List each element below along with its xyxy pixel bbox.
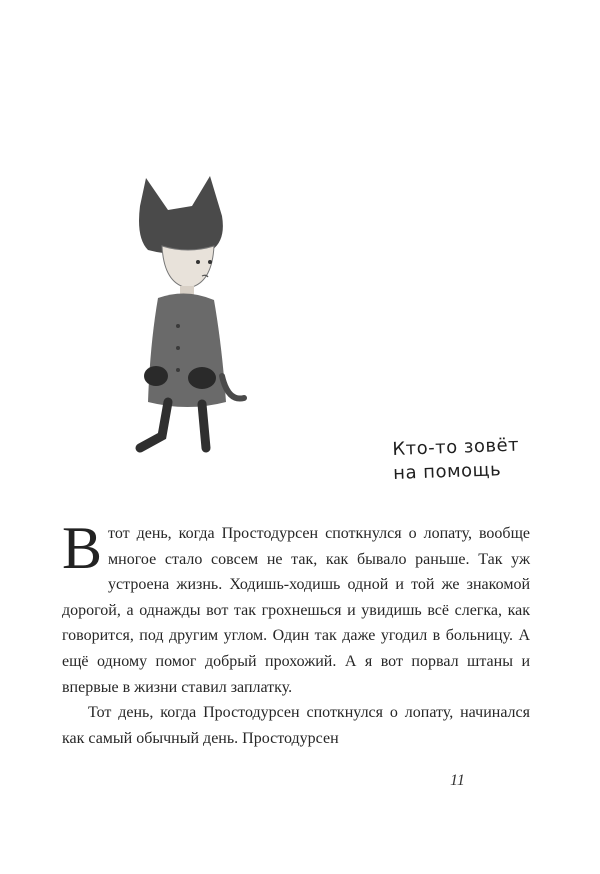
drop-cap: В <box>62 515 103 581</box>
chapter-title <box>392 433 534 486</box>
body-text <box>62 515 530 751</box>
paragraph-1 <box>62 515 530 700</box>
page-number: 11 <box>450 772 465 789</box>
chapter-title-line-2: на помощь <box>392 459 502 484</box>
chapter-title-line-1: Кто-то зовёт <box>392 434 520 460</box>
child-in-cat-ear-hat-icon <box>118 176 258 458</box>
paragraph-1-text: тот день, когда Простодурсен споткнулся о лопату, вообще многое стало совсем не так, как бывало раньше. Так уж устроена жизнь. Ходишь-ходишь одной и той же знакомой дорогой, а однажды вот так грохнешься и увидишь всё слегка, как говорится, под другим углом. Один так даже угодил в больницу. А ещё одному помог добрый прохожий. А я вот порвал штаны и впервые в жизни ставил заплатку. <box>62 525 530 696</box>
paragraph-2: Тот день, когда Простодурсен споткнулся о лопату, начинался как самый обычный день. Простодурсен <box>62 704 530 747</box>
